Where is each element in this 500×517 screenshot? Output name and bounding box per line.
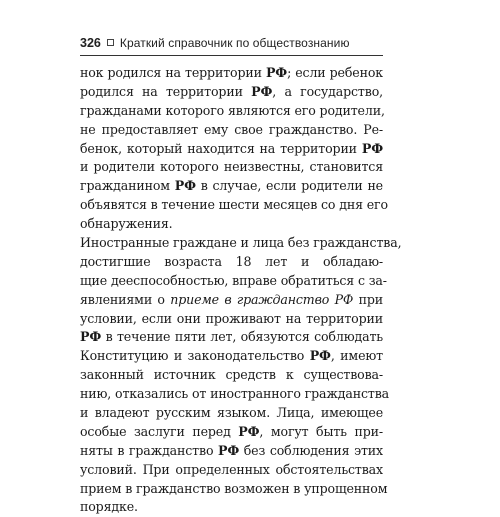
text-line: [80, 328, 383, 347]
bold-term: РФ: [174, 178, 196, 194]
text-run: , а государство,: [272, 83, 383, 99]
text-run: и родители которого неизвестны, становится: [80, 159, 383, 175]
header-rule: [80, 55, 383, 56]
text-run: бенок, который находится на территории: [80, 140, 362, 156]
text-line: [80, 347, 383, 366]
page-number: 326: [80, 36, 101, 50]
text-run: объявятся в течение шести месяцев со дня его: [80, 197, 388, 213]
text-run: гражданами которого являются его родители,: [80, 102, 385, 118]
text-run: Конституцию и законодательство: [80, 348, 310, 364]
text-run: условий. При определенных обстоятельствах: [80, 461, 383, 477]
text-line: [80, 366, 383, 385]
text-line: [80, 423, 383, 442]
bold-term: РФ: [251, 83, 273, 99]
text-line: [80, 234, 402, 253]
text-run: няты в гражданство: [80, 442, 218, 458]
text-run: гражданином: [80, 178, 175, 194]
text-line: [80, 310, 383, 329]
square-bullet-icon: [107, 39, 114, 46]
paragraph: [80, 234, 402, 517]
text-run: родился на территории: [80, 83, 252, 99]
text-line: [80, 385, 390, 404]
text-line: [80, 140, 383, 159]
body-text: [80, 64, 402, 517]
text-line: [80, 158, 383, 177]
bold-term: РФ: [309, 348, 331, 364]
text-line: [80, 196, 388, 215]
text-run: Иностранные граждане и лица без гражданства,: [80, 235, 402, 251]
paragraph: [80, 64, 388, 234]
text-line: [80, 442, 383, 461]
text-run: при: [353, 291, 383, 307]
text-line: [80, 83, 383, 102]
text-run: , могут быть при-: [259, 423, 383, 439]
text-line: [80, 64, 383, 83]
text-run: не предоставляет ему свое гражданство. Ре-: [80, 121, 383, 137]
text-run: достигшие возраста 18 лет и обладаю-: [80, 253, 383, 269]
text-run: без соблюдения этих: [239, 442, 383, 458]
text-run: обнаружения.: [80, 216, 173, 232]
book-title: Краткий справочник по обществознанию: [119, 36, 350, 50]
text-run: и владеют русским языком. Лица, имеющее: [80, 405, 383, 421]
text-line: [80, 121, 383, 140]
text-run: в случае, если родители не: [195, 178, 383, 194]
bold-term: РФ: [265, 65, 288, 80]
text-line: [80, 461, 383, 480]
text-run: нок родился на территории: [80, 65, 266, 80]
text-line: [80, 272, 387, 291]
bold-term: РФ: [218, 442, 240, 458]
text-run: щие дееспособностью, вправе обратиться с за-: [80, 272, 387, 288]
running-header: [80, 36, 383, 56]
italic-term: приеме в гражданство РФ: [170, 291, 354, 307]
text-run: нию, отказались от иностранного гражданства: [80, 386, 390, 402]
text-line: [80, 498, 383, 517]
text-run: условии, если они проживают на территории: [80, 310, 383, 326]
text-line: [80, 102, 383, 121]
text-line: [80, 215, 383, 234]
text-line: [80, 253, 383, 272]
text-run: явлениями о: [80, 291, 171, 307]
text-run: законный источник средств к существова-: [80, 367, 383, 383]
text-run: особые заслуги перед: [80, 423, 239, 439]
text-run: в течение пяти лет, обязуются соблюдать: [101, 329, 383, 345]
bold-term: РФ: [361, 140, 383, 156]
bold-term: РФ: [80, 329, 102, 345]
text-line: [80, 480, 388, 499]
text-line: [80, 291, 383, 310]
text-run: ; если ребенок: [287, 65, 383, 80]
text-run: прием в гражданство возможен в упрощенном: [80, 480, 388, 496]
bold-term: РФ: [238, 423, 260, 439]
text-line: [80, 177, 383, 196]
text-run: , имеют: [330, 348, 384, 364]
text-run: порядке.: [80, 499, 138, 515]
text-line: [80, 404, 383, 423]
